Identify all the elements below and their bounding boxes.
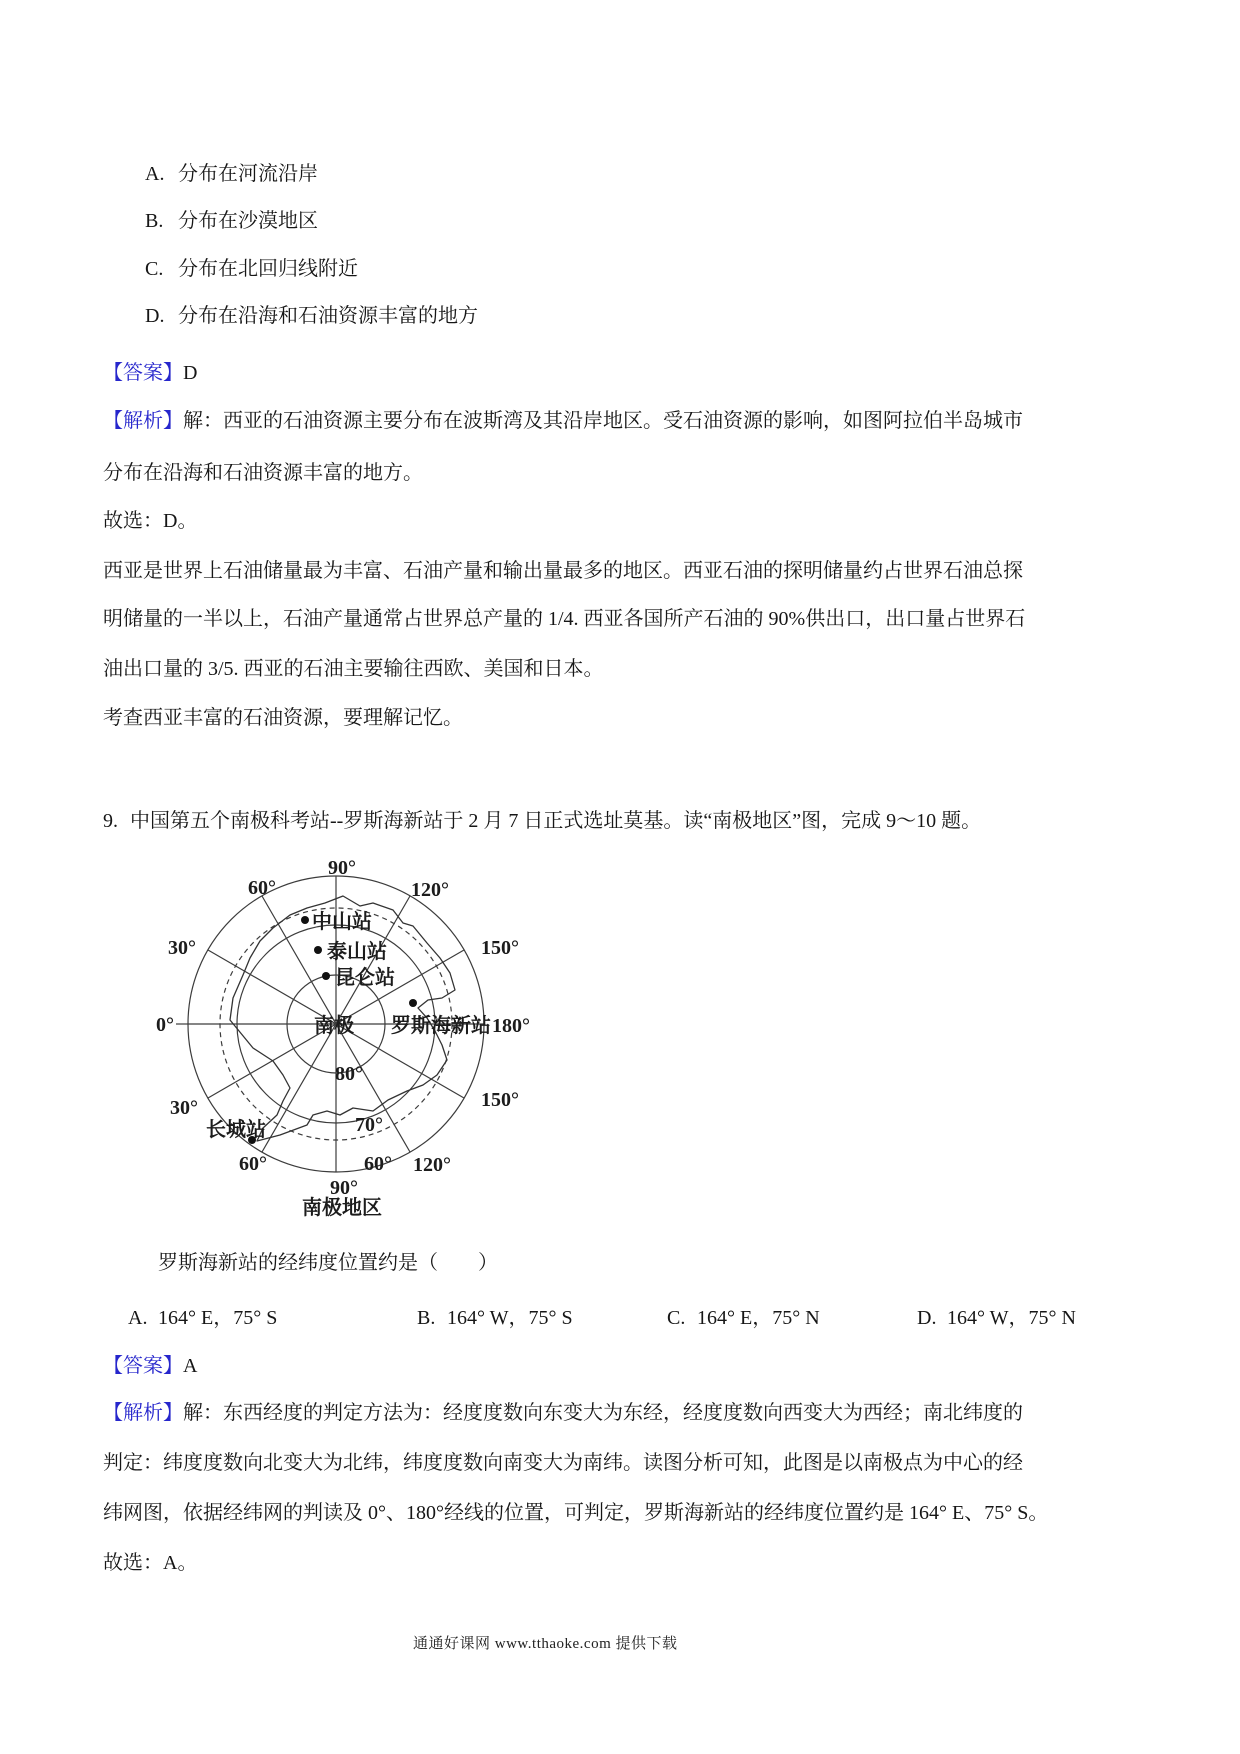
q9-analysis-line4: 故选：A。 bbox=[103, 1552, 198, 1574]
lat-80-label: 80° bbox=[335, 1063, 363, 1085]
q9-analysis-line3: 纬网图，依据经纬网的判读及 0°、180°经线的位置，可判定，罗斯海新站的经纬度位置约是 164° E、75° S。 bbox=[103, 1502, 1049, 1524]
q9-number: 9. bbox=[103, 810, 118, 832]
q9-option-b-key: B. bbox=[417, 1307, 436, 1329]
lon-top-label: 90° bbox=[328, 857, 356, 879]
lon-left-low-label: 30° bbox=[170, 1097, 198, 1119]
q8-analysis-line6: 油出口量的 3/5. 西亚的石油主要输往西欧、美国和日本。 bbox=[103, 658, 604, 680]
q8-option-d bbox=[145, 303, 478, 329]
q8-option-c-text: 分布在北回归线附近 bbox=[178, 258, 358, 280]
lon-bot-right-label: 120° bbox=[413, 1154, 451, 1176]
q9-option-c-key: C. bbox=[667, 1307, 686, 1329]
q8-analysis-line3: 故选：D。 bbox=[103, 510, 198, 532]
q8-analysis-line5: 明储量的一半以上，石油产量通常占世界总产量的 1/4. 西亚各国所产石油的 90%供出口，出口量占世界石 bbox=[103, 608, 1026, 630]
q9-answer-value: A bbox=[183, 1355, 198, 1377]
q8-option-d-key: D. bbox=[145, 305, 165, 327]
q8-analysis-label: 【解析】 bbox=[103, 410, 183, 432]
q9-option-a-text: 164° E，75° S bbox=[158, 1307, 278, 1329]
q8-answer-label: 【答案】 bbox=[103, 362, 183, 384]
kunlun-dot bbox=[322, 972, 330, 980]
q9-analysis-label: 【解析】 bbox=[103, 1402, 183, 1424]
q8-option-b-text: 分布在沙漠地区 bbox=[178, 210, 318, 232]
q9-option-c bbox=[667, 1305, 820, 1331]
q9-option-d-key: D. bbox=[917, 1307, 937, 1329]
lon-bottom-label: 90° bbox=[330, 1177, 358, 1199]
lat-60-label: 60° bbox=[364, 1153, 392, 1175]
q8-option-b bbox=[145, 208, 318, 234]
q9-analysis-text1: 解：东西经度的判定方法为：经度度数向东变大为东经，经度度数向西变大为西经；南北纬度的 bbox=[183, 1402, 1023, 1424]
q9-option-a bbox=[128, 1305, 277, 1331]
q9-option-b-text: 164° W，75° S bbox=[447, 1307, 573, 1329]
q9-option-d-text: 164° W，75° N bbox=[947, 1307, 1076, 1329]
map-caption: 南极地区 bbox=[302, 1197, 382, 1219]
q8-analysis-line1 bbox=[103, 408, 1023, 434]
lat-70-label: 70° bbox=[355, 1114, 383, 1136]
rosshai-dot bbox=[409, 999, 417, 1007]
lon-right-180-label: 180° bbox=[492, 1015, 530, 1037]
lon-right-up-label: 150° bbox=[481, 937, 519, 959]
latitude-labels bbox=[335, 1063, 392, 1175]
q9-stem: 中国第五个南极科考站--罗斯海新站于 2 月 7 日正式选址莫基。读“南极地区”图，完成 9～10 题。 bbox=[130, 810, 982, 832]
q9-stem-line bbox=[103, 808, 981, 834]
q8-answer-line bbox=[103, 360, 197, 386]
q8-analysis-text1: 解：西亚的石油资源主要分布在波斯湾及其沿岸地区。受石油资源的影响，如图阿拉伯半岛城市 bbox=[183, 410, 1023, 432]
lon-left-label: 0° bbox=[156, 1014, 174, 1036]
q8-answer-value: D bbox=[183, 362, 198, 384]
q8-option-c-key: C. bbox=[145, 258, 164, 280]
q9-option-a-key: A. bbox=[128, 1307, 148, 1329]
q9-sub-stem: 罗斯海新站的经纬度位置约是（ ） bbox=[158, 1252, 498, 1274]
page-footer: 通通好课网 www.tthaoke.com 提供下载 bbox=[413, 1636, 678, 1652]
q8-option-c bbox=[145, 256, 358, 282]
q8-option-d-text: 分布在沿海和石油资源丰富的地方 bbox=[178, 305, 478, 327]
lon-right-low-label: 150° bbox=[481, 1089, 519, 1111]
q8-analysis-line2: 分布在沿海和石油资源丰富的地方。 bbox=[103, 462, 423, 484]
changcheng-label: 长城站 bbox=[206, 1119, 266, 1141]
south-pole-label: 南极 bbox=[314, 1015, 354, 1037]
q8-analysis-line7: 考查西亚丰富的石油资源，要理解记忆。 bbox=[103, 707, 463, 729]
antarctica-map bbox=[140, 848, 540, 1228]
q9-option-b bbox=[417, 1305, 573, 1331]
q9-option-c-text: 164° E，75° N bbox=[697, 1307, 820, 1329]
q8-option-b-key: B. bbox=[145, 210, 164, 232]
q9-analysis-line1 bbox=[103, 1400, 1023, 1426]
zhongshan-label: 中山站 bbox=[312, 911, 372, 933]
q9-analysis-line2: 判定：纬度度数向北变大为北纬，纬度度数向南变大为南纬。读图分析可知，此图是以南极点为中心的经 bbox=[103, 1452, 1023, 1474]
taishan-dot bbox=[314, 946, 322, 954]
rosshai-label: 罗斯海新站 bbox=[391, 1015, 491, 1037]
lon-bot-left-label: 60° bbox=[239, 1153, 267, 1175]
lon-top-left-label: 60° bbox=[248, 877, 276, 899]
lon-top-right-label: 120° bbox=[411, 879, 449, 901]
q9-option-d bbox=[917, 1305, 1076, 1331]
kunlun-label: 昆仑站 bbox=[335, 967, 395, 989]
q8-option-a-key: A. bbox=[145, 163, 165, 185]
q8-option-a-text: 分布在河流沿岸 bbox=[178, 163, 318, 185]
q9-answer-line bbox=[103, 1353, 197, 1379]
q8-analysis-line4: 西亚是世界上石油储量最为丰富、石油产量和输出量最多的地区。西亚石油的探明储量约占世界石油总探 bbox=[103, 560, 1023, 582]
taishan-label: 泰山站 bbox=[327, 941, 387, 963]
q9-answer-label: 【答案】 bbox=[103, 1355, 183, 1377]
q8-option-a bbox=[145, 161, 318, 187]
zhongshan-dot bbox=[301, 916, 309, 924]
lon-left-up-label: 30° bbox=[168, 937, 196, 959]
